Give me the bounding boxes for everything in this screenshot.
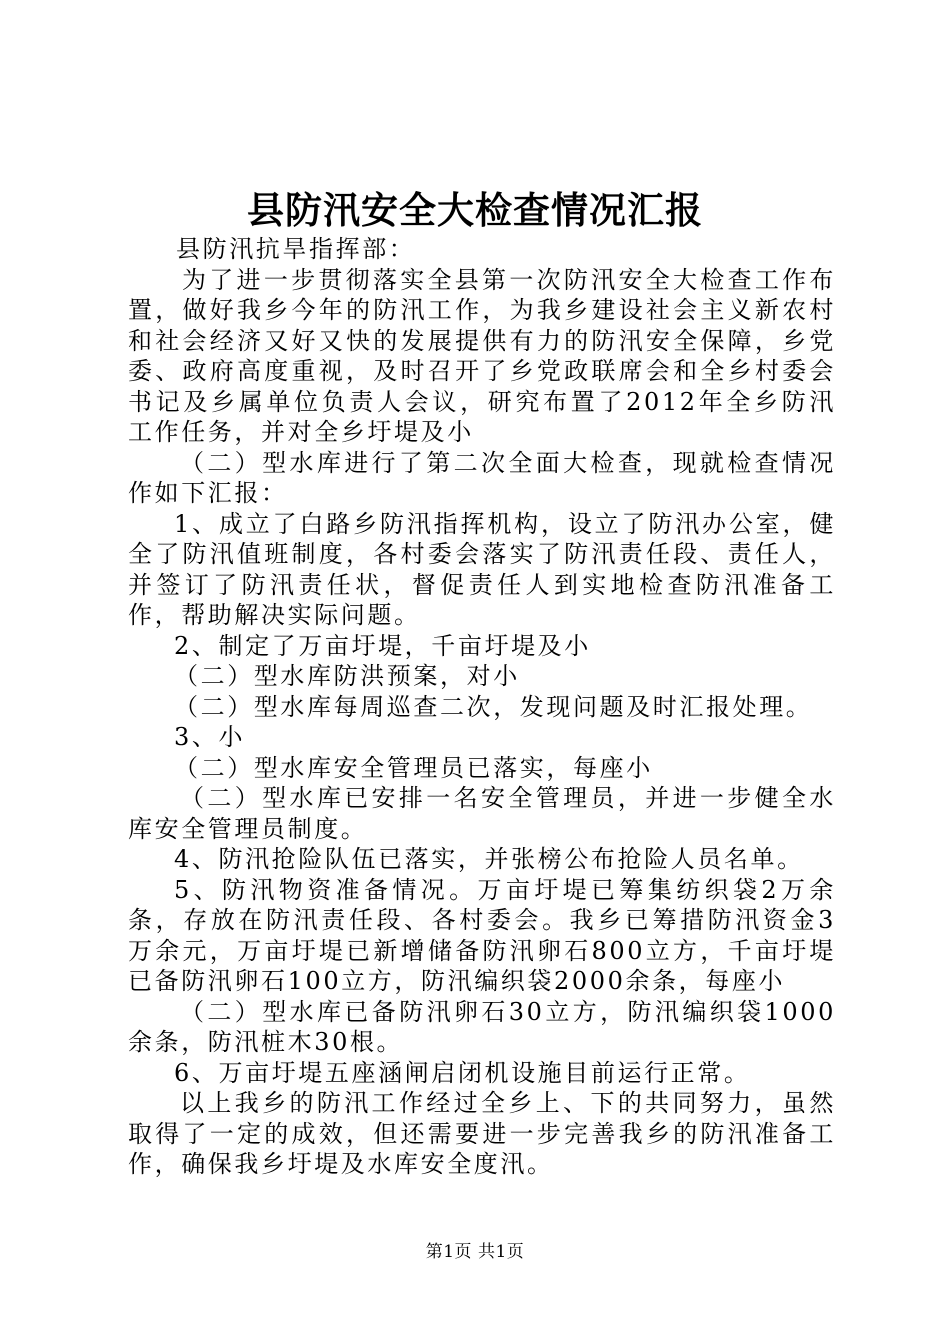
paragraph-item-5-continued: （二）型水库已备防汛卵石30立方，防汛编织袋1000余条，防汛桩木30根。 [128, 997, 836, 1056]
paragraph-item-2: 2、制定了万亩圩堤，千亩圩堤及小 [174, 631, 591, 660]
paragraph-item-3-manager: （二）型水库安全管理员已落实，每座小 [174, 753, 653, 782]
document-title: 县防汛安全大检查情况汇报 [247, 188, 703, 232]
paragraph-item-3: 3、小 [174, 723, 246, 751]
paragraph-item-6: 6、万亩圩堤五座涵闸启闭机设施目前运行正常。 [174, 1058, 751, 1087]
document-body [128, 234, 836, 1180]
paragraph-intro: 为了进一步贯彻落实全县第一次防汛安全大检查工作布置，做好我乡今年的防汛工作，为我乡建设社会主义新农村和社会经济又好又快的发展提供有力的防汛安全保障，乡党委、政府高度重视，及时召开了乡党政联席会和全乡村委会书记及乡属单位负责人会议，研究布置了2012年全乡防汛工作任务，并对全乡圩堤及小 [128, 265, 836, 446]
paragraph-item-1: 1、成立了白路乡防汛指挥机构，设立了防汛办公室，健全了防汛值班制度，各村委会落实了防汛责任段、责任人，并签订了防汛责任状，督促责任人到实地检查防汛准备工作，帮助解决实际问题。 [128, 509, 836, 629]
page-number-footer: 第1页 共1页 [425, 1242, 525, 1262]
paragraph-item-4: 4、防汛抢险队伍已落实，并张榜公布抢险人员名单。 [174, 845, 804, 873]
paragraph-conclusion: 以上我乡的防汛工作经过全乡上、下的共同努力，虽然取得了一定的成效，但还需要进一步完善我乡的防汛准备工作，确保我乡圩堤及水库安全度汛。 [128, 1089, 836, 1178]
paragraph-item-2-plan: （二）型水库防洪预案，对小 [174, 662, 520, 690]
paragraph-intro-continued: （二）型水库进行了第二次全面大检查，现就检查情况作如下汇报： [128, 448, 836, 507]
salutation: 县防汛抗旱指挥部： [176, 235, 416, 263]
paragraph-item-2-patrol: （二）型水库每周巡查二次，发现问题及时汇报处理。 [174, 692, 813, 721]
paragraph-item-5: 5、防汛物资准备情况。万亩圩堤已筹集纺织袋2万余条，存放在防汛责任段、各村委会。我乡已筹措防汛资金3万余元，万亩圩堤已新增储备防汛卵石800立方，千亩圩堤已备防汛卵石100立方，防汛编织袋2000余条，每座小 [128, 875, 836, 995]
paragraph-item-3-system: （二）型水库已安排一名安全管理员，并进一步健全水库安全管理员制度。 [128, 784, 836, 843]
